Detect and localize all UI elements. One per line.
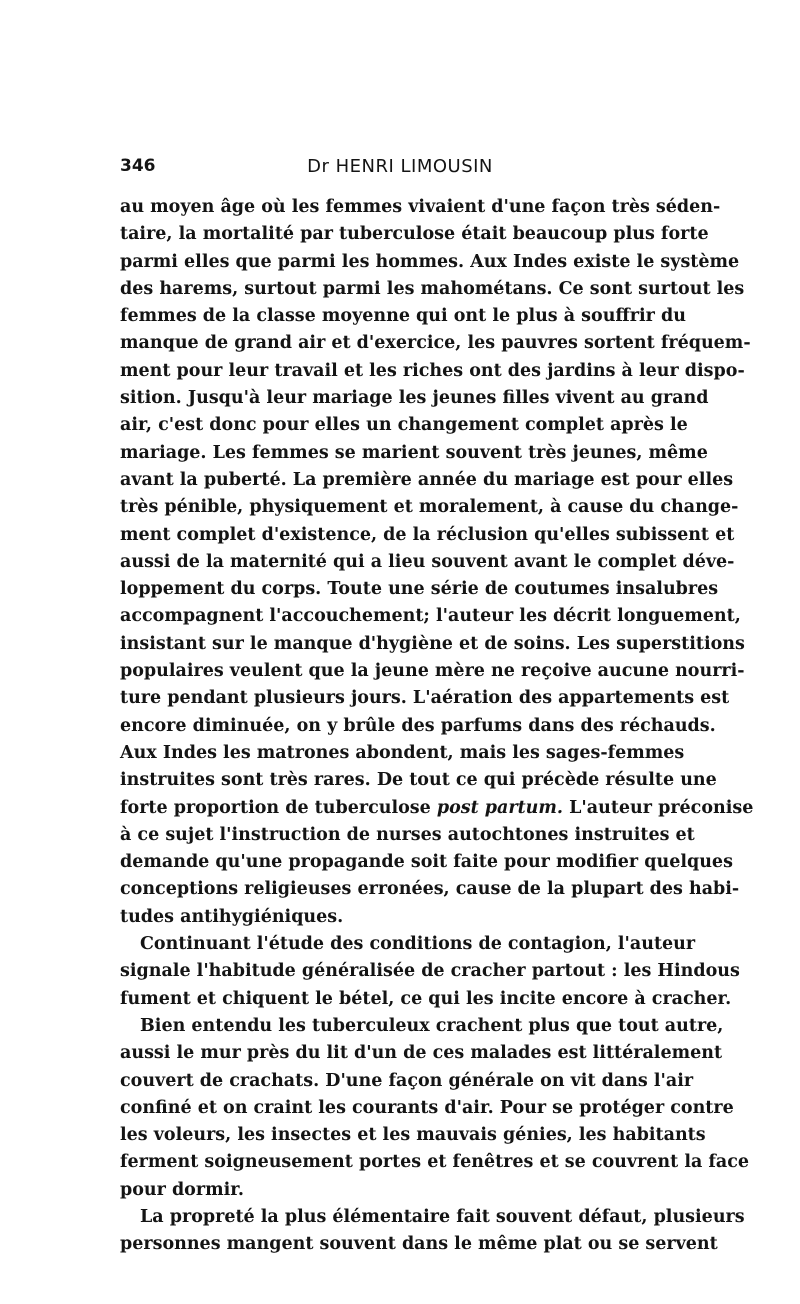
text-line-with-italic: [120, 795, 754, 822]
text-line: des harems, surtout parmi les mahométans. Ce sont surtout les: [120, 278, 745, 299]
text-line: très pénible, physiquement et moralement, à cause du change-: [120, 497, 739, 518]
text-line: signale l'habitude généralisée de cracher partout : les Hindous: [120, 961, 740, 982]
text-line: loppement du corps. Toute une série de coutumes insalubres: [120, 579, 719, 600]
text-segment: forte proportion de tuberculose: [120, 797, 437, 818]
text-line: accompagnent l'accouchement; l'auteur les décrit longuement,: [120, 606, 741, 627]
text-line: sition. Jusqu'à leur mariage les jeunes filles vivent au grand: [120, 388, 709, 409]
body-text: [120, 194, 754, 1259]
text-line: couvert de crachats. D'une façon générale on vit dans l'air: [120, 1070, 694, 1091]
italic-phrase: post partum.: [436, 797, 564, 818]
text-line: ferment soigneusement portes et fenêtres et se couvrent la face: [120, 1152, 750, 1173]
text-line: pour dormir.: [120, 1179, 244, 1200]
text-line: aussi le mur près du lit d'un de ces malades est littéralement: [120, 1043, 723, 1064]
text-line: taire, la mortalité par tuberculose était beaucoup plus forte: [120, 224, 709, 245]
running-head: [120, 156, 680, 182]
text-line: les voleurs, les insectes et les mauvais génies, les habitants: [120, 1125, 706, 1146]
text-line: tudes antihygiéniques.: [120, 906, 344, 927]
page-number: 346: [120, 156, 156, 176]
text-line: confiné et on craint les courants d'air. Pour se protéger contre: [120, 1097, 734, 1118]
text-line: fument et chiquent le bétel, ce qui les incite encore à cracher.: [120, 988, 732, 1009]
text-line: au moyen âge où les femmes vivaient d'une façon très séden-: [120, 197, 721, 217]
text-line: avant la puberté. La première année du mariage est pour elles: [120, 469, 734, 490]
text-line: air, c'est donc pour elles un changement complet après le: [120, 415, 688, 436]
text-line: populaires veulent que la jeune mère ne reçoive aucune nourri-: [120, 661, 745, 682]
text-line: ture pendant plusieurs jours. L'aération des appartements est: [120, 688, 730, 709]
text-line: Bien entendu les tuberculeux crachent plus que tout autre,: [140, 1015, 724, 1036]
text-line: personnes mangent souvent dans le même plat ou se servent: [120, 1234, 718, 1255]
text-line: Continuant l'étude des conditions de contagion, l'auteur: [140, 934, 696, 955]
text-line: à ce sujet l'instruction de nurses autochtones instruites et: [120, 824, 695, 845]
text-line: mariage. Les femmes se marient souvent très jeunes, même: [120, 442, 708, 463]
text-line: ment complet d'existence, de la réclusion qu'elles subissent et: [120, 524, 735, 545]
text-segment: L'auteur préconise: [563, 797, 754, 818]
text-line: insistant sur le manque d'hygiène et de soins. Les superstitions: [120, 633, 745, 654]
text-line: encore diminuée, on y brûle des parfums dans des réchauds.: [120, 715, 716, 736]
text-line: aussi de la maternité qui a lieu souvent avant le complet déve-: [120, 551, 735, 572]
text-line: parmi elles que parmi les hommes. Aux Indes existe le système: [120, 251, 740, 272]
text-line: conceptions religieuses erronées, cause de la plupart des habi-: [120, 879, 740, 900]
text-line: La propreté la plus élémentaire fait souvent défaut, plusieurs: [140, 1206, 745, 1227]
text-line: manque de grand air et d'exercice, les pauvres sortent fréquem-: [120, 333, 751, 354]
text-line: Aux Indes les matrones abondent, mais les sages-femmes: [120, 742, 685, 763]
text-line: ment pour leur travail et les riches ont des jardins à leur dispo-: [120, 360, 745, 381]
text-line: demande qu'une propagande soit faite pour modifier quelques: [120, 852, 733, 873]
text-line: femmes de la classe moyenne qui ont le plus à souffrir du: [120, 306, 686, 327]
running-title: Dr HENRI LIMOUSIN: [307, 156, 493, 177]
text-line: instruites sont très rares. De tout ce qui précède résulte une: [120, 770, 717, 791]
